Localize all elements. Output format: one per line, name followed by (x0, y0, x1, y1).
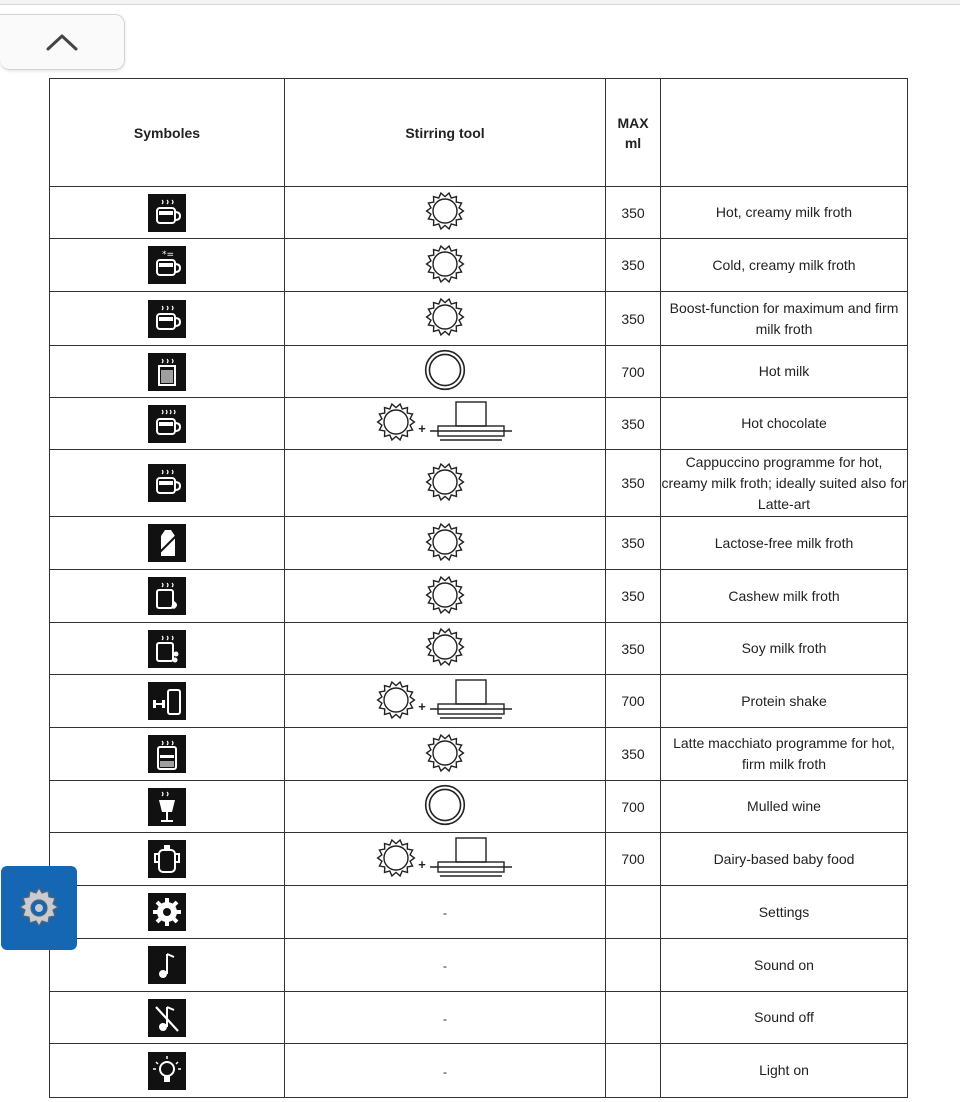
symbol-cell (50, 517, 285, 570)
description-cell: Soy milk froth (661, 623, 908, 675)
symbol-cell (50, 728, 285, 781)
max-ml-cell (606, 992, 661, 1044)
hot-milk-glass-icon (148, 353, 186, 391)
sound-off-note-icon (148, 999, 186, 1037)
collapse-button[interactable] (0, 14, 125, 70)
browser-top-edge (0, 0, 960, 5)
symbol-cell (50, 623, 285, 675)
programme-table (49, 78, 908, 1098)
max-ml-cell: 350 (606, 517, 661, 570)
chevron-up-icon (44, 32, 80, 52)
stirring-tool-cell (285, 346, 606, 398)
table-row (50, 675, 908, 728)
whisk-plus-insert (376, 400, 514, 447)
max-ml-cell: 700 (606, 781, 661, 833)
description-cell: Sound on (661, 939, 908, 992)
whisk-plus-insert (376, 836, 514, 883)
stirring-tool-cell (285, 939, 606, 992)
soy-milk-icon (148, 630, 186, 668)
table-row (50, 346, 908, 398)
symbol-cell (50, 781, 285, 833)
description-cell: Protein shake (661, 675, 908, 728)
table-row (50, 728, 908, 781)
whisk-disc-icon (425, 627, 465, 667)
whisk-disc-icon (425, 522, 465, 562)
sound-on-note-icon (148, 946, 186, 984)
gear-icon (15, 884, 63, 932)
whisk-disc-icon (425, 575, 465, 615)
stirring-tool-cell (285, 187, 606, 239)
cold-milk-froth-cup-icon (148, 246, 186, 284)
symbol-cell (50, 292, 285, 346)
symbol-cell (50, 450, 285, 517)
whisk-plus-insert (376, 678, 514, 725)
max-ml-cell: 350 (606, 187, 661, 239)
whisk-disc-icon (425, 297, 465, 337)
stirring-tool-cell (285, 570, 606, 623)
description-cell: Sound off (661, 992, 908, 1044)
symbol-cell (50, 570, 285, 623)
hot-chocolate-cup-icon (148, 405, 186, 443)
table-row (50, 239, 908, 292)
plus-sign: + (418, 421, 426, 436)
mulled-wine-glass-icon (148, 788, 186, 826)
table-row (50, 398, 908, 450)
hot-milk-froth-cup-icon (148, 194, 186, 232)
tool-dash: - (443, 1064, 447, 1079)
symbol-cell (50, 398, 285, 450)
max-ml-cell (606, 939, 661, 992)
table-row (50, 450, 908, 517)
max-ml-cell: 350 (606, 623, 661, 675)
header-max-ml: MAX ml (606, 79, 661, 187)
protein-shake-icon (148, 682, 186, 720)
stirring-tool-cell (285, 1044, 606, 1098)
settings-button[interactable] (1, 866, 77, 950)
tool-dash: - (443, 959, 447, 973)
symbol-cell (50, 833, 285, 886)
symbol-cell (50, 939, 285, 992)
symbol-cell (50, 886, 285, 939)
max-ml-cell: 350 (606, 398, 661, 450)
tool-dash: - (443, 1011, 447, 1026)
max-ml-cell: 350 (606, 728, 661, 781)
plus-sign: + (418, 698, 426, 714)
plus-sign: + (418, 856, 426, 872)
max-ml-cell: 350 (606, 570, 661, 623)
header-description (661, 79, 908, 187)
description-cell: Dairy-based baby food (661, 833, 908, 886)
table-row (50, 833, 908, 886)
max-ml-cell: 350 (606, 239, 661, 292)
frothing-insert-icon (428, 678, 514, 725)
table-row (50, 187, 908, 239)
header-stirring-tool: Stirring tool (285, 79, 606, 187)
symbol-cell (50, 675, 285, 728)
latte-macchiato-glass-icon (148, 735, 186, 773)
whisk-disc-icon (425, 244, 465, 284)
description-cell: Settings (661, 886, 908, 939)
table-row (50, 517, 908, 570)
table-row (50, 1044, 908, 1098)
table-row (50, 939, 908, 992)
symbol-cell (50, 992, 285, 1044)
table-row (50, 623, 908, 675)
whisk-disc-icon (425, 462, 465, 502)
description-cell: Cashew milk froth (661, 570, 908, 623)
description-cell: Hot milk (661, 346, 908, 398)
heating-ring-icon (424, 349, 466, 391)
max-ml-cell: 350 (606, 450, 661, 517)
description-cell: Latte macchiato programme for hot, firm milk froth (661, 728, 908, 781)
header-symbols: Symboles (50, 79, 285, 187)
table-header-row (50, 79, 908, 187)
frothing-insert-icon (428, 836, 514, 883)
cappuccino-cup-icon (148, 464, 186, 502)
description-cell: Lactose-free milk froth (661, 517, 908, 570)
table-row (50, 570, 908, 623)
frothing-insert-icon (428, 400, 514, 447)
table-row (50, 992, 908, 1044)
max-ml-cell: 700 (606, 675, 661, 728)
heating-ring-icon (424, 784, 466, 826)
table-body (50, 187, 908, 1098)
stirring-tool-cell (285, 886, 606, 939)
symbol-cell (50, 1044, 285, 1098)
description-cell: Light on (661, 1044, 908, 1098)
symbol-cell (50, 346, 285, 398)
stirring-tool-cell (285, 781, 606, 833)
table-row (50, 781, 908, 833)
stirring-tool-cell (285, 675, 606, 728)
light-on-bulb-icon (148, 1052, 186, 1090)
boost-froth-cup-icon (148, 300, 186, 338)
description-cell: Cold, creamy milk froth (661, 239, 908, 292)
stirring-tool-cell (285, 450, 606, 517)
table-row (50, 886, 908, 939)
tool-dash: - (443, 906, 447, 920)
lactose-free-milk-carton-icon (148, 524, 186, 562)
max-ml-cell: 700 (606, 346, 661, 398)
baby-food-bottle-icon (148, 840, 186, 878)
settings-gear-icon (148, 893, 186, 931)
stirring-tool-cell (285, 398, 606, 450)
description-cell: Hot, creamy milk froth (661, 187, 908, 239)
table-row (50, 292, 908, 346)
stirring-tool-cell (285, 239, 606, 292)
symbol-cell (50, 239, 285, 292)
stirring-tool-cell (285, 833, 606, 886)
symbol-cell (50, 187, 285, 239)
stirring-tool-cell (285, 728, 606, 781)
whisk-disc-icon (425, 191, 465, 231)
stirring-tool-cell (285, 992, 606, 1044)
max-ml-cell (606, 1044, 661, 1098)
whisk-disc-icon (376, 402, 416, 445)
whisk-disc-icon (425, 733, 465, 773)
description-cell: Hot chocolate (661, 398, 908, 450)
whisk-disc-icon (376, 680, 416, 723)
description-cell: Boost-function for maximum and firm milk froth (661, 292, 908, 346)
description-cell: Mulled wine (661, 781, 908, 833)
max-ml-cell (606, 886, 661, 939)
stirring-tool-cell (285, 517, 606, 570)
whisk-disc-icon (376, 838, 416, 881)
description-cell: Cappuccino programme for hot, creamy milk froth; ideally suited also for Latte-art (661, 450, 908, 517)
max-ml-cell: 700 (606, 833, 661, 886)
stirring-tool-cell (285, 623, 606, 675)
stirring-tool-cell (285, 292, 606, 346)
cashew-milk-icon (148, 577, 186, 615)
svg-text:*=: *= (162, 250, 175, 260)
max-ml-cell: 350 (606, 292, 661, 346)
